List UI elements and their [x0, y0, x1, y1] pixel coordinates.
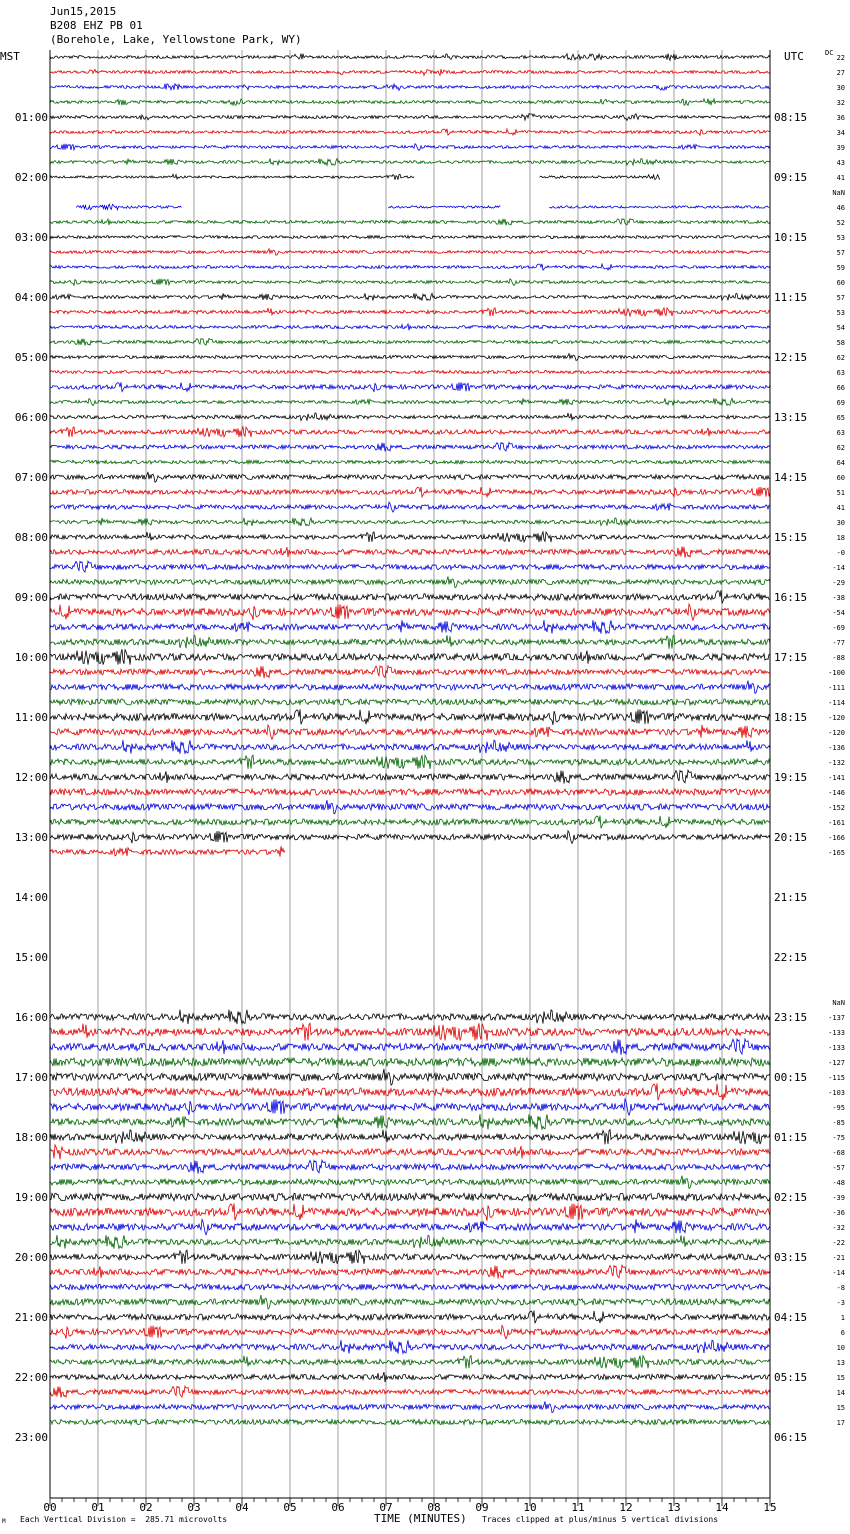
trace-line — [50, 681, 770, 694]
trace-line — [50, 740, 770, 754]
trace-line — [50, 709, 770, 725]
trace-line — [50, 427, 770, 437]
trace-offset-label: -141 — [828, 774, 845, 782]
trace-offset-label: 59 — [836, 264, 845, 272]
trace-offset-label: -22 — [832, 1239, 845, 1247]
trace-line — [50, 800, 770, 814]
trace-offset-label: -14 — [832, 1269, 845, 1277]
footer-scale: Each Vertical Division = 285.71 microvolts — [20, 1515, 228, 1524]
hour-label-utc: 23:15 — [774, 1011, 808, 1024]
trace-line — [50, 129, 770, 136]
hour-label-utc: 08:15 — [774, 111, 808, 124]
x-tick-label: 08 — [427, 1501, 441, 1514]
trace-line — [50, 279, 770, 286]
trace-offset-label: 34 — [836, 129, 845, 137]
trace-line — [50, 576, 770, 587]
trace-offset-label: 1 — [840, 1314, 845, 1322]
dc-offset-label: DC — [825, 49, 834, 57]
hour-label-mst: 14:00 — [14, 891, 48, 904]
trace-offset-label: -21 — [832, 1254, 845, 1262]
hour-label-utc: 06:15 — [774, 1431, 808, 1444]
hour-label-utc: 14:15 — [774, 471, 808, 484]
trace-offset-label: -146 — [828, 789, 845, 797]
trace-offset-label: -161 — [828, 819, 845, 827]
trace-line — [50, 816, 770, 829]
trace-offset-label: -32 — [832, 1224, 845, 1232]
x-tick-label: 13 — [667, 1501, 681, 1514]
x-tick-label: 03 — [187, 1501, 201, 1514]
trace-offset-label: -36 — [832, 1209, 845, 1217]
trace-line — [50, 649, 770, 665]
trace-line — [540, 175, 660, 180]
trace-offset-label: -95 — [832, 1104, 845, 1112]
trace-line — [50, 99, 770, 106]
plot-frame — [50, 50, 770, 1498]
trace-offset-label: -75 — [832, 1134, 845, 1142]
x-tick-label: 01 — [91, 1501, 105, 1514]
trace-line — [50, 1099, 770, 1115]
trace-offset-label: -29 — [832, 579, 845, 587]
trace-line — [50, 1284, 770, 1290]
trace-offset-label: 17 — [836, 1419, 845, 1427]
trace-line — [50, 54, 770, 61]
trace-offset-label: -114 — [828, 699, 845, 707]
trace-offset-label: 10 — [836, 1344, 845, 1352]
hour-label-mst: 02:00 — [14, 171, 48, 184]
trace-line — [50, 1160, 770, 1173]
trace-offset-label: -120 — [828, 729, 845, 737]
hour-label-mst: 11:00 — [14, 711, 48, 724]
hour-label-mst: 23:00 — [14, 1431, 48, 1444]
trace-line — [50, 1219, 770, 1234]
trace-offset-label: -3 — [836, 1299, 845, 1307]
header-date: Jun15,2015 — [50, 5, 117, 18]
hour-label-utc: 13:15 — [774, 411, 808, 424]
trace-offset-label: -166 — [828, 834, 845, 842]
trace-offset-label: 63 — [836, 369, 845, 377]
trace-offset-label: -68 — [832, 1149, 845, 1157]
trace-offset-label: 65 — [836, 414, 845, 422]
trace-line — [50, 770, 770, 783]
trace-offset-label: -77 — [832, 639, 845, 647]
x-axis-title: TIME (MINUTES) — [374, 1512, 467, 1525]
trace-line — [50, 666, 770, 678]
trace-line — [50, 1356, 770, 1369]
x-tick-label: 12 — [619, 1501, 633, 1514]
trace-offset-label: 18 — [836, 534, 845, 542]
hour-label-utc: 18:15 — [774, 711, 808, 724]
trace-offset-label: -39 — [832, 1194, 845, 1202]
trace-offset-label: 41 — [836, 174, 845, 182]
right-timezone-label: UTC — [784, 50, 804, 63]
trace-line — [50, 546, 770, 557]
trace-offset-label: 62 — [836, 354, 845, 362]
trace-line — [50, 69, 770, 75]
trace-offset-label: -69 — [832, 624, 845, 632]
trace-line — [50, 1311, 770, 1324]
hour-label-mst: 15:00 — [14, 951, 48, 964]
hour-label-mst: 18:00 — [14, 1131, 48, 1144]
trace-offset-label: 57 — [836, 249, 845, 257]
trace-line — [50, 561, 770, 572]
x-tick-label: 06 — [331, 1501, 345, 1514]
trace-offset-label: -115 — [828, 1074, 845, 1082]
trace-line — [50, 114, 770, 121]
trace-offset-label: 53 — [836, 309, 845, 317]
x-tick-label: 15 — [763, 1501, 777, 1514]
trace-line — [50, 1340, 770, 1354]
trace-line — [50, 370, 770, 373]
trace-offset-label: 14 — [836, 1389, 845, 1397]
trace-offset-label: -127 — [828, 1059, 845, 1067]
trace-offset-label: 69 — [836, 399, 845, 407]
trace-line — [50, 1386, 770, 1398]
hour-label-mst: 06:00 — [14, 411, 48, 424]
trace-line — [50, 1114, 770, 1129]
trace-line — [50, 1083, 770, 1100]
trace-line — [50, 1250, 770, 1264]
hour-label-utc: 15:15 — [774, 531, 808, 544]
trace-offset-label: 15 — [836, 1374, 845, 1382]
hour-label-utc: 02:15 — [774, 1191, 808, 1204]
trace-line — [76, 204, 181, 209]
trace-offset-label: -120 — [828, 714, 845, 722]
hour-label-mst: 20:00 — [14, 1251, 48, 1264]
trace-offset-label: 22 — [836, 54, 845, 62]
trace-offset-label: 6 — [840, 1329, 845, 1337]
trace-line — [50, 1235, 770, 1249]
trace-offset-label: -85 — [832, 1119, 845, 1127]
trace-offset-label: -54 — [832, 609, 845, 617]
trace-offset-label: -38 — [832, 594, 845, 602]
trace-line — [50, 1176, 770, 1189]
trace-line — [50, 1372, 770, 1382]
trace-offset-label: -136 — [828, 744, 845, 752]
trace-line — [50, 324, 770, 330]
trace-line — [50, 293, 770, 300]
trace-offset-label: -0 — [836, 549, 845, 557]
x-tick-label: 02 — [139, 1501, 153, 1514]
trace-offset-label: NaN — [832, 189, 845, 197]
trace-offset-label: -111 — [828, 684, 845, 692]
trace-line — [50, 382, 770, 392]
trace-offset-label: 41 — [836, 504, 845, 512]
trace-offset-label: 57 — [836, 294, 845, 302]
trace-line — [50, 1130, 770, 1145]
trace-offset-label: 43 — [836, 159, 845, 167]
trace-line — [50, 1058, 770, 1066]
hour-label-mst: 04:00 — [14, 291, 48, 304]
x-tick-label: 14 — [715, 1501, 729, 1514]
trace-line — [50, 518, 770, 526]
trace-offset-label: 46 — [836, 204, 845, 212]
trace-offset-label: -14 — [832, 564, 845, 572]
trace-offset-label: 58 — [836, 339, 845, 347]
trace-offset-label: -152 — [828, 804, 845, 812]
trace-offset-label: 62 — [836, 444, 845, 452]
trace-line — [549, 206, 769, 208]
x-tick-label: 07 — [379, 1501, 393, 1514]
trace-line — [50, 502, 770, 512]
trace-line — [50, 1295, 770, 1309]
trace-offset-label: -165 — [828, 849, 845, 857]
hour-label-utc: 20:15 — [774, 831, 808, 844]
trace-line — [50, 789, 770, 795]
trace-line — [50, 413, 770, 421]
trace-line — [50, 604, 770, 620]
hour-label-mst: 07:00 — [14, 471, 48, 484]
trace-line — [50, 1069, 770, 1085]
header-location: (Borehole, Lake, Yellowstone Park, WY) — [50, 33, 302, 46]
x-tick-label: 09 — [475, 1501, 489, 1514]
hour-label-mst: 21:00 — [14, 1311, 48, 1324]
trace-offset-label: 30 — [836, 84, 845, 92]
trace-line — [50, 831, 770, 844]
hour-label-utc: 01:15 — [774, 1131, 808, 1144]
footer-clip-note: Traces clipped at plus/minus 5 vertical divisions — [482, 1515, 719, 1524]
hour-label-utc: 21:15 — [774, 891, 808, 904]
hour-label-utc: 16:15 — [774, 591, 808, 604]
hour-label-utc: 09:15 — [774, 171, 808, 184]
trace-offset-label: -132 — [828, 759, 845, 767]
trace-offset-label: 39 — [836, 144, 845, 152]
trace-offset-label: 15 — [836, 1404, 845, 1412]
hour-label-utc: 05:15 — [774, 1371, 808, 1384]
trace-offset-label: 63 — [836, 429, 845, 437]
x-tick-label: 04 — [235, 1501, 249, 1514]
trace-line — [50, 174, 414, 180]
hour-label-mst: 10:00 — [14, 651, 48, 664]
hour-label-utc: 11:15 — [774, 291, 808, 304]
hour-label-mst: 08:00 — [14, 531, 48, 544]
x-tick-label: 00 — [43, 1501, 57, 1514]
hour-label-utc: 12:15 — [774, 351, 808, 364]
trace-line — [50, 1203, 770, 1220]
trace-line — [50, 620, 770, 634]
trace-offset-label: 64 — [836, 459, 845, 467]
trace-line — [50, 635, 770, 649]
trace-offset-label: -133 — [828, 1029, 845, 1037]
trace-offset-label: -100 — [828, 669, 845, 677]
trace-line — [50, 1023, 770, 1040]
trace-offset-label: 30 — [836, 519, 845, 527]
hour-label-utc: 17:15 — [774, 651, 808, 664]
trace-line — [50, 1265, 770, 1278]
minute-grid — [98, 50, 722, 1498]
trace-line — [50, 159, 770, 166]
trace-line — [50, 308, 770, 316]
left-timezone-label: MST — [0, 50, 20, 63]
trace-offset-label: 52 — [836, 219, 845, 227]
trace-line — [50, 338, 770, 345]
hour-label-mst: 09:00 — [14, 591, 48, 604]
trace-line — [50, 84, 770, 91]
trace-line — [50, 472, 770, 482]
hour-label-utc: 00:15 — [774, 1071, 808, 1084]
trace-offset-label: -133 — [828, 1044, 845, 1052]
trace-line — [50, 264, 770, 270]
trace-offset-label: -8 — [836, 1284, 845, 1292]
hour-label-mst: 17:00 — [14, 1071, 48, 1084]
trace-line — [50, 725, 770, 740]
trace-line — [50, 443, 770, 452]
trace-offset-label: 66 — [836, 384, 845, 392]
trace-line — [388, 206, 500, 208]
trace-line — [50, 1039, 770, 1055]
hour-label-utc: 10:15 — [774, 231, 808, 244]
trace-line — [50, 398, 770, 405]
trace-line — [50, 590, 770, 603]
trace-offset-label: -48 — [832, 1179, 845, 1187]
hour-label-mst: 13:00 — [14, 831, 48, 844]
trace-line — [50, 236, 770, 239]
hour-label-mst: 05:00 — [14, 351, 48, 364]
hour-label-mst: 22:00 — [14, 1371, 48, 1384]
trace-offset-label: 53 — [836, 234, 845, 242]
hour-label-mst: 19:00 — [14, 1191, 48, 1204]
trace-line — [50, 219, 770, 226]
trace-layer — [50, 54, 770, 1425]
trace-offset-label: 51 — [836, 489, 845, 497]
hour-label-mst: 12:00 — [14, 771, 48, 784]
hour-label-mst: 03:00 — [14, 231, 48, 244]
trace-line — [50, 1193, 770, 1201]
header-station: B208 EHZ PB 01 — [50, 19, 143, 32]
trace-line — [50, 532, 770, 542]
hour-label-utc: 22:15 — [774, 951, 808, 964]
trace-offset-label: -88 — [832, 654, 845, 662]
trace-offset-label: NaN — [832, 999, 845, 1007]
trace-line — [50, 846, 285, 857]
trace-offset-label: 54 — [836, 324, 845, 332]
trace-line — [50, 1010, 770, 1024]
trace-line — [50, 699, 770, 705]
hour-label-utc: 04:15 — [774, 1311, 808, 1324]
offset-label-layer — [828, 54, 845, 1427]
trace-line — [50, 1419, 770, 1424]
hour-label-utc: 03:15 — [774, 1251, 808, 1264]
x-tick-label: 11 — [571, 1501, 585, 1514]
trace-offset-label: -57 — [832, 1164, 845, 1172]
trace-offset-label: 13 — [836, 1359, 845, 1367]
trace-line — [50, 144, 770, 151]
hour-label-utc: 19:15 — [774, 771, 808, 784]
trace-offset-label: 27 — [836, 69, 845, 77]
trace-line — [50, 755, 770, 769]
trace-line — [50, 1401, 770, 1412]
trace-line — [50, 249, 770, 255]
x-tick-label: 10 — [523, 1501, 537, 1514]
hour-label-mst: 01:00 — [14, 111, 48, 124]
trace-line — [50, 1325, 770, 1338]
trace-offset-label: 32 — [836, 99, 845, 107]
trace-line — [50, 1145, 770, 1159]
trace-offset-label: -137 — [828, 1014, 845, 1022]
footer-mark: M — [2, 1518, 6, 1525]
trace-line — [50, 354, 770, 361]
x-tick-label: 05 — [283, 1501, 297, 1514]
trace-line — [50, 487, 770, 497]
trace-offset-label: -103 — [828, 1089, 845, 1097]
hour-label-mst: 16:00 — [14, 1011, 48, 1024]
trace-line — [50, 460, 770, 464]
trace-offset-label: 36 — [836, 114, 845, 122]
trace-offset-label: 60 — [836, 474, 845, 482]
trace-offset-label: 60 — [836, 279, 845, 287]
